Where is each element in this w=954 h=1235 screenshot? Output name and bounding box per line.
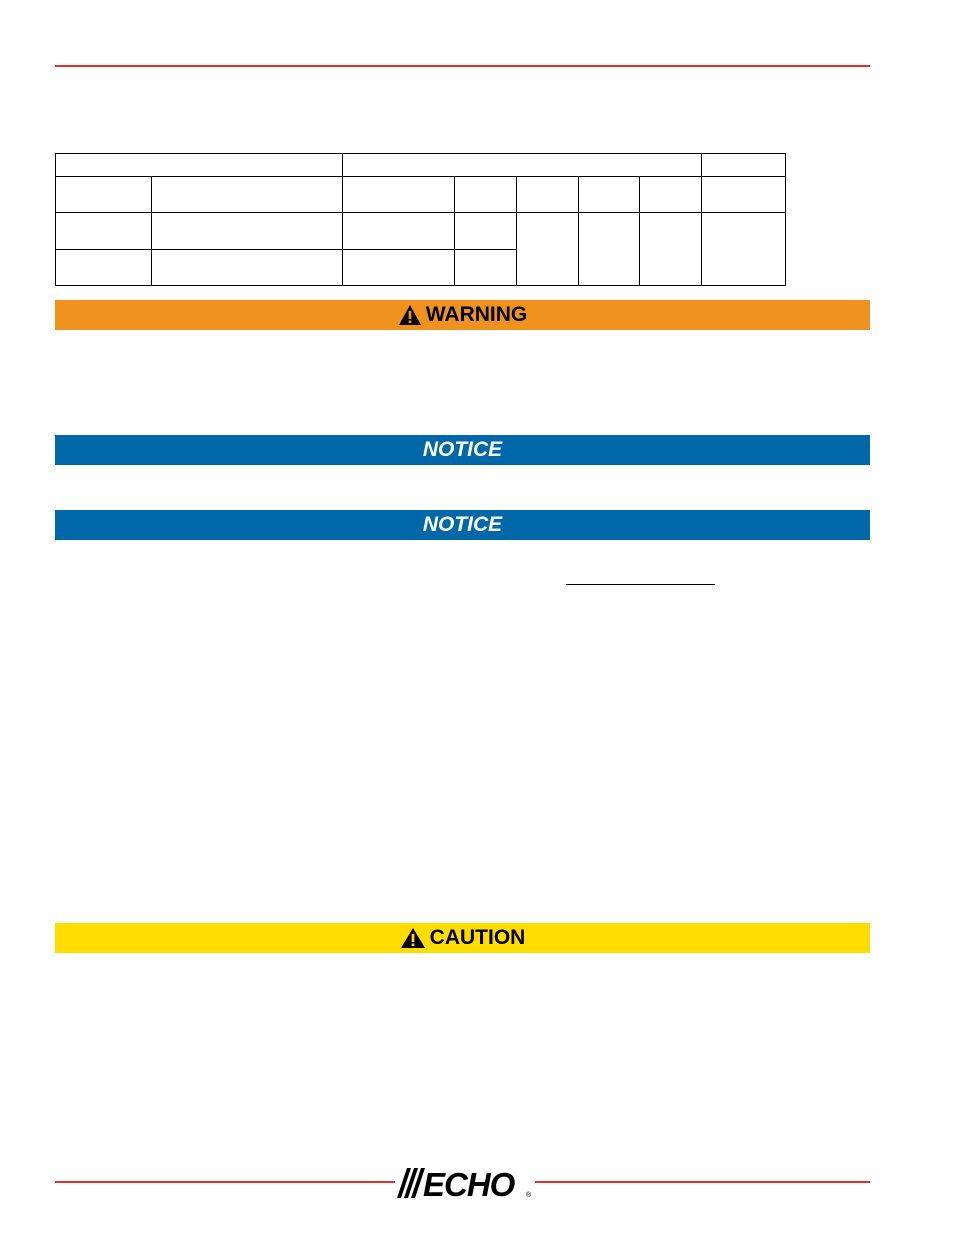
table-row bbox=[56, 154, 786, 177]
table-cell bbox=[517, 177, 579, 213]
notice-label: NOTICE bbox=[422, 438, 503, 461]
warning-triangle-icon bbox=[400, 927, 426, 949]
spec-table bbox=[55, 153, 786, 286]
warning-label: WARNING bbox=[425, 303, 528, 326]
table-cell bbox=[56, 250, 152, 286]
warning-triangle-icon bbox=[398, 304, 422, 326]
notice-banner bbox=[55, 510, 870, 540]
svg-text:®: ® bbox=[526, 1192, 532, 1199]
table-cell bbox=[343, 250, 455, 286]
table-cell bbox=[343, 177, 455, 213]
svg-text:ECHO: ECHO bbox=[423, 1166, 515, 1200]
table-cell bbox=[343, 213, 455, 250]
table-cell bbox=[702, 154, 786, 177]
table-cell bbox=[702, 177, 786, 213]
table-cell bbox=[640, 213, 702, 286]
table-cell bbox=[455, 177, 517, 213]
underline-blank bbox=[566, 584, 715, 585]
table-cell bbox=[56, 213, 152, 250]
bottom-rule bbox=[535, 1181, 870, 1183]
table-cell bbox=[343, 154, 702, 177]
table-cell bbox=[579, 177, 640, 213]
table-cell bbox=[702, 213, 786, 286]
table-cell bbox=[56, 177, 152, 213]
echo-logo bbox=[393, 1166, 535, 1200]
table-cell bbox=[152, 250, 343, 286]
warning-banner bbox=[55, 300, 870, 330]
table-cell bbox=[455, 250, 517, 286]
table-cell bbox=[152, 177, 343, 213]
table-row bbox=[56, 177, 786, 213]
table-cell bbox=[579, 213, 640, 286]
table-cell bbox=[517, 213, 579, 286]
table-cell bbox=[56, 154, 343, 177]
table-cell bbox=[152, 213, 343, 250]
table-cell bbox=[455, 213, 517, 250]
table-cell bbox=[640, 177, 702, 213]
caution-banner bbox=[55, 923, 870, 953]
table-row bbox=[56, 213, 786, 250]
top-rule bbox=[55, 65, 870, 67]
notice-label: NOTICE bbox=[422, 513, 503, 536]
caution-label: CAUTION bbox=[429, 926, 526, 949]
notice-banner bbox=[55, 435, 870, 465]
bottom-rule bbox=[55, 1181, 395, 1183]
